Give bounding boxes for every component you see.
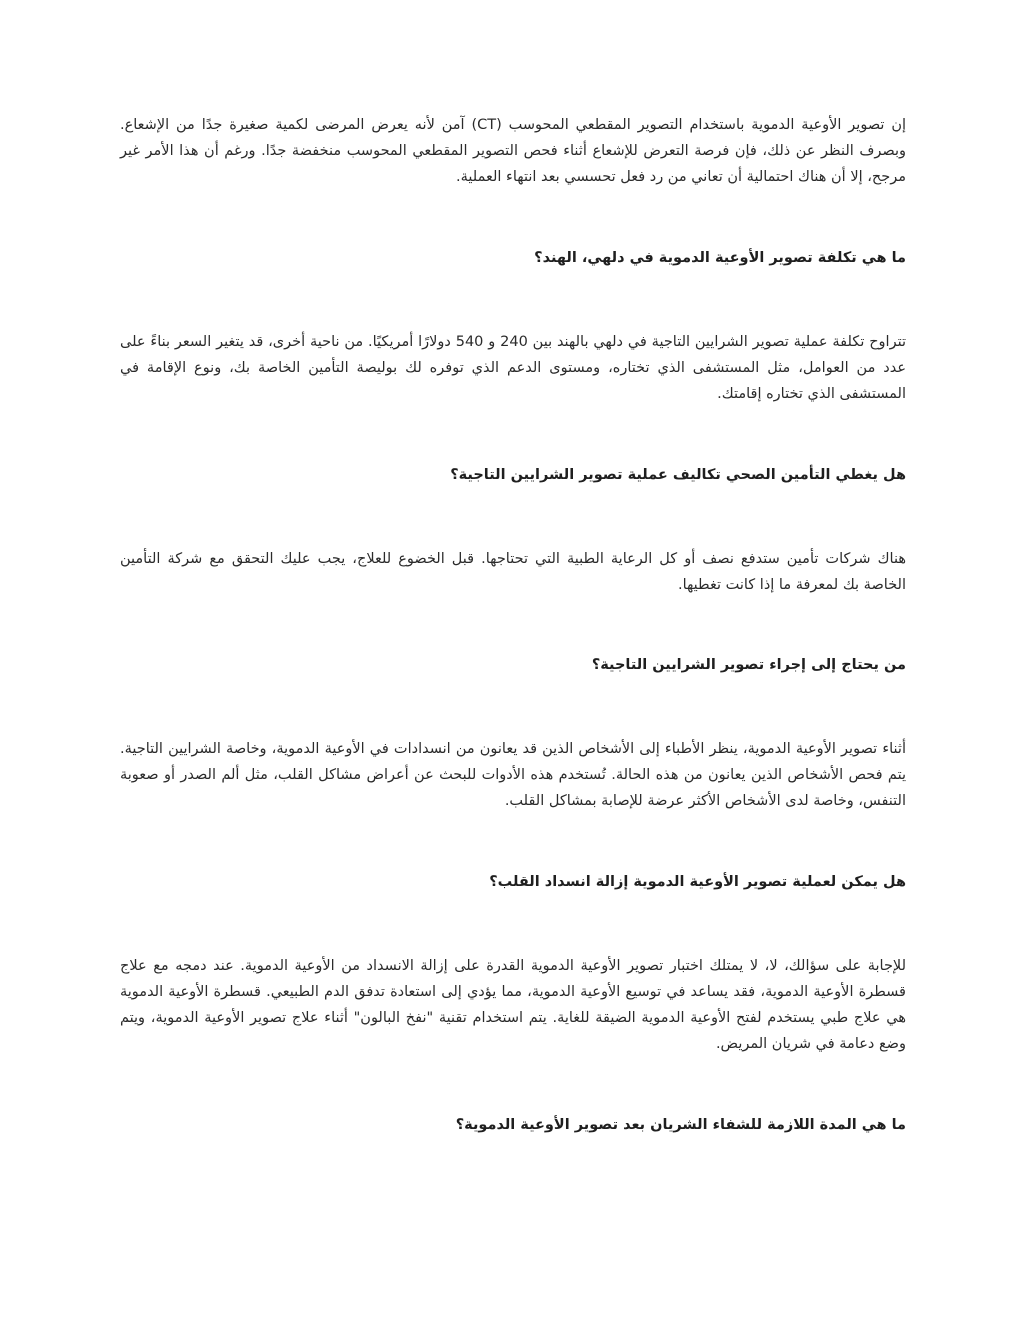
paragraph-insurance: هناك شركات تأمين ستدفع نصف أو كل الرعاية الطبية التي تحتاجها. قبل الخضوع للعلاج، يجب عليك التحقق مع شركة التأمين الخاصة بك لمعرفة ما إذا كانت تغطيها. <box>120 551 906 593</box>
question-who-needs: من يحتاج إلى إجراء تصوير الشرايين التاجية؟ <box>591 657 906 673</box>
question-recovery-time: ما هي المدة اللازمة للشفاء الشريان بعد تصوير الأوعية الدموية؟ <box>455 1117 906 1133</box>
spacer <box>120 678 906 736</box>
spacer <box>120 814 906 869</box>
paragraph-cost-range: تتراوح تكلفة عملية تصوير الشرايين التاجية في دلهي بالهند بين 240 و 540 دولارًا أمريكيًا. من ناحية أخرى، قد يتغير السعر بناءً على عدد من العوامل، مثل المستشفى الذي تختاره، ومستوى الدعم الذي توفره لك بوليصة التأمين الخاصة بك، ونوع الإقامة في المستشفى الذي تختاره إقامتك. <box>120 334 906 402</box>
document-page <box>120 112 906 1138</box>
paragraph-remove-blockage: للإجابة على سؤالك، لا، لا يمتلك اختبار تصوير الأوعية الدموية القدرة على إزالة الانسداد من الأوعية الدموية. عند دمجه مع علاج قسطرة الأوعية الدموية، فقد يساعد في توسيع الأوعية الدموية، مما يؤدي إلى استعادة تدفق الدم الطبيعي. قسطرة الأوعية الدموية هي علاج طبي يستخدم لفتح الأوعية الدموية الضيقة للغاية. يتم استخدام تقنية "نفخ البالون" أثناء علاج تصوير الأوعية الدموية، ويتم وضع دعامة في شريان المريض. <box>120 958 906 1052</box>
spacer <box>120 190 906 245</box>
question-cost-delhi: ما هي تكلفة تصوير الأوعية الدموية في دلهي، الهند؟ <box>534 250 906 266</box>
question-insurance-coverage: هل يغطي التأمين الصحي تكاليف عملية تصوير الشرايين التاجية؟ <box>450 467 906 483</box>
paragraph-who-needs: أثناء تصوير الأوعية الدموية، ينظر الأطباء إلى الأشخاص الذين قد يعانون من انسدادات في الأوعية الدموية، وخاصة الشرايين التاجية. يتم فحص الأشخاص الذين يعانون من هذه الحالة. تُستخدم هذه الأدوات للبحث عن أعراض مشاكل القلب، مثل ألم الصدر أو صعوبة التنفس، وخاصة لدى الأشخاص الأكثر عرضة للإصابة بمشاكل القلب. <box>120 741 906 809</box>
paragraph-ct-safety: إن تصوير الأوعية الدموية باستخدام التصوير المقطعي المحوسب (CT) آمن لأنه يعرض المرضى لكمية صغيرة جدًا من الإشعاع. وبصرف النظر عن ذلك، فإن فرصة التعرض للإشعاع أثناء فحص التصوير المقطعي المحوسب منخفضة جدًا. ورغم أن هذا الأمر غير مرجح، إلا أن هناك احتمالية أن تعاني من رد فعل تحسسي بعد انتهاء العملية. <box>120 117 907 185</box>
spacer <box>120 488 906 546</box>
question-remove-blockage: هل يمكن لعملية تصوير الأوعية الدموية إزالة انسداد القلب؟ <box>489 874 906 890</box>
spacer <box>120 1057 906 1112</box>
spacer <box>120 895 906 953</box>
spacer <box>120 598 906 652</box>
spacer <box>120 407 906 462</box>
spacer <box>120 271 906 329</box>
